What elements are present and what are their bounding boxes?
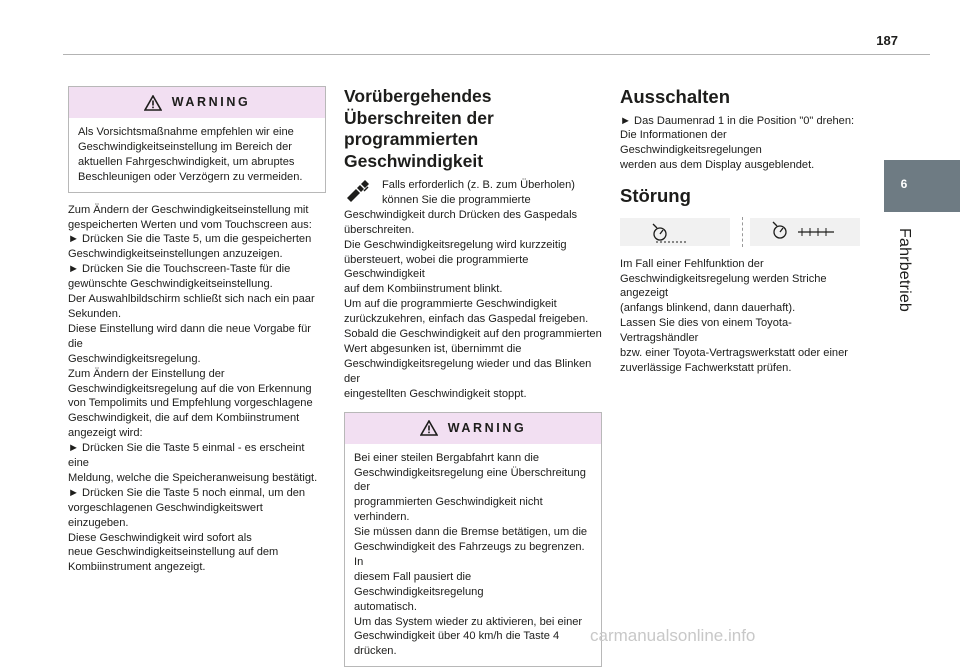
text-line: übersteuert, wobei die programmierte Geschwindigkeit [344,253,529,281]
section-heading-off: Ausschalten [620,86,731,107]
text-line: (anfangs blinkend, dann dauerhaft). [620,302,796,315]
text-line: angezeigt wird: [68,427,143,440]
body-text [68,203,326,576]
text-line: Geschwindigkeitsregelung wieder und das Blinken der [344,357,592,385]
warning-box [68,86,326,193]
text-line: können Sie die programmierte [382,193,531,206]
warning-text [69,118,325,192]
text-line: gewünschte Geschwindigkeitseinstellung. [68,278,273,291]
watermark: carmanualsonline.info [590,626,756,645]
text-line: ► Drücken Sie die Taste 5 noch einmal, um den [68,486,306,499]
text-line: bzw. einer Toyota-Vertragswerkstatt oder einer [620,347,848,360]
text-line: Geschwindigkeit, die auf dem Kombiinstrument [68,412,300,425]
text-line: vorgeschlagenen Geschwindigkeitswert einzugeben. [68,501,263,529]
warning-triangle-icon [144,95,162,111]
text-line: Sekunden. [68,307,122,320]
text-line: Geschwindigkeitsregelung. [68,352,201,365]
text-line: Im Fall einer Fehlfunktion der [620,257,764,270]
text-line: Falls erforderlich (z. B. zum Überholen) [382,179,575,191]
text-line: zurückzukehren, einfach das Gaspedal freigeben. [344,313,589,326]
text-line: auf dem Kombiinstrument blinkt. [344,283,503,296]
text-line: Geschwindigkeit des Fahrzeugs zu begrenzen. In [354,541,585,568]
text-line: zuverlässige Fachwerkstatt prüfen. [620,361,792,374]
warning-triangle-icon [420,420,438,436]
text-line: Zum Ändern der Geschwindigkeitseinstellung mit [68,203,309,216]
text-line: Die Informationen der Geschwindigkeitsregelungen [620,129,762,157]
section-heading-override [344,86,602,172]
text-line: Die Geschwindigkeitsregelung wird kurzzeitig [344,238,567,251]
text-line: neue Geschwindigkeitseinstellung auf dem [68,546,279,559]
body-text [620,257,860,376]
text-line: ► Das Daumenrad 1 in die Position "0" drehen: [620,114,855,127]
page-number: 187 [876,33,898,48]
text-line: Sie müssen dann die Bremse betätigen, um die [354,526,588,539]
text-line: Geschwindigkeit über 40 km/h die Taste 4 drücken. [354,630,560,658]
text-line: Sobald die Geschwindigkeit auf den programmierten [344,328,602,341]
text-line: Als Vorsichtsmaßnahme empfehlen wir eine [78,126,294,138]
cruise-fault-icon [620,218,730,246]
foot-pedal-icon [344,180,370,204]
text-line: Kombiinstrument angezeigt. [68,561,206,574]
heading-line: programmierten [344,129,479,149]
text-line: überschreiten. [344,223,415,236]
text-line: Der Auswahlbildschirm schließt sich nach ein paar [68,293,315,306]
warning-text [345,444,601,667]
warning-header [345,413,601,444]
text-line: Meldung, welche die Speicheranweisung bestätigt. [68,471,318,484]
text-line: Diese Einstellung wird dann die neue Vorgabe für die [68,322,311,350]
text-line: Geschwindigkeitsregelung werden Striche angezeigt [620,272,827,300]
column-middle [344,86,602,667]
pedal-paragraph [344,178,602,208]
text-line: von Tempolimits und Empfehlung vorgeschlagene [68,397,313,410]
heading-line: Überschreiten der [344,107,494,128]
text-line: Wert abgesunken ist, übernimmt die [344,342,522,355]
text-line: Beschleunigen oder Verzögern zu vermeiden. [78,170,303,183]
chapter-label: Fahrbetrieb [896,228,913,313]
text-line: automatisch. [354,600,417,613]
column-left [68,86,326,575]
text-line: Geschwindigkeitseinstellungen anzuzeigen. [68,248,283,261]
text-line: Bei einer steilen Bergabfahrt kann die [354,451,540,464]
display-dashes-example [750,218,860,246]
text-line: programmierten Geschwindigkeit nicht verhindern. [354,496,543,524]
heading-line: Vorübergehendes [344,86,492,106]
display-dashes-example [620,218,730,246]
text-line: ► Drücken Sie die Taste 5 einmal - es erscheint eine [68,442,305,470]
display-separator [742,217,750,247]
warning-header [69,87,325,118]
text-line: Um das System wieder zu aktivieren, bei einer [354,615,583,628]
header-rule [63,54,930,55]
warning-box [344,412,602,667]
warning-title: WARNING [171,95,251,110]
text-line: Geschwindigkeitsregelung auf die von Erkennung [68,382,312,395]
body-text [620,114,860,174]
text-line: Diese Geschwindigkeit wird sofort als [68,531,252,544]
text-line: Geschwindigkeitseinstellung im Bereich der [78,140,292,153]
text-line: ► Drücken Sie die Taste 5, um die gespeicherten [68,233,312,246]
warning-title: WARNING [447,420,527,435]
text-line: ► Drücken Sie die Touchscreen-Taste für die [68,263,291,276]
heading-line: Geschwindigkeit [344,150,484,171]
text-line: Zum Ändern der Einstellung der [68,367,225,380]
chapter-number: 6 [900,177,908,191]
section-heading-fault: Störung [620,185,691,207]
text-line: Geschwindigkeitsregelung eine Überschreitung der [354,466,586,494]
column-right [620,86,860,376]
display-examples [620,217,860,247]
text-line: eingestellten Geschwindigkeit stoppt. [344,387,527,400]
text-line: Geschwindigkeit durch Drücken des Gaspedals [344,208,578,221]
text-line: Lassen Sie dies von einem Toyota-Vertragshändler [620,317,792,345]
text-line: aktuellen Fahrgeschwindigkeit, um abruptes [78,155,295,168]
text-line: Um auf die programmierte Geschwindigkeit [344,298,557,311]
text-line: diesem Fall pausiert die Geschwindigkeitsregelung [354,570,484,598]
text-line: gespeicherten Werten und vom Touchscreen aus: [68,218,312,231]
text-line: werden aus dem Display ausgeblendet. [620,159,815,172]
body-text [344,208,602,402]
cruise-dashes-icon [750,218,860,246]
